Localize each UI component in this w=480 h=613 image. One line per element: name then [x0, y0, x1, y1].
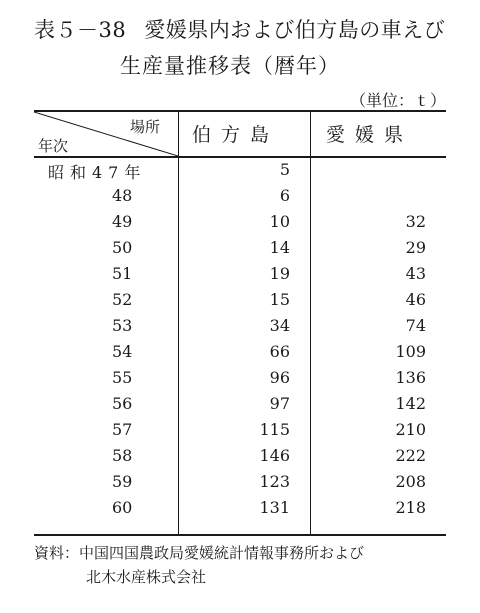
ehime-value-cell: 208	[395, 472, 426, 491]
hakata-value-cell: 10	[269, 212, 290, 231]
hakata-value-cell: 146	[259, 446, 290, 465]
table-row	[34, 186, 446, 212]
table-row	[34, 472, 446, 498]
year-cell: 55	[112, 368, 133, 387]
table-bottom-rule	[34, 534, 446, 536]
table-row	[34, 368, 446, 394]
year-cell: 54	[112, 342, 133, 361]
hakata-value-cell: 66	[269, 342, 290, 361]
year-cell: 60	[112, 498, 133, 517]
year-cell: 51	[112, 264, 133, 283]
year-cell: 59	[112, 472, 133, 491]
hakata-value-cell: 14	[269, 238, 290, 257]
hakata-value-cell: 19	[269, 264, 290, 283]
source-note	[34, 541, 364, 589]
ehime-value-cell: 43	[405, 264, 426, 283]
year-cell: 昭和47年	[48, 163, 147, 182]
data-table	[34, 110, 446, 536]
hakata-value-cell: 5	[279, 160, 290, 179]
title-text-line1: 愛媛県内および伯方島の車えび	[144, 18, 446, 42]
ehime-value-cell: 46	[405, 290, 426, 309]
ehime-value-cell: 32	[405, 212, 426, 231]
ehime-value-cell: 142	[395, 394, 426, 413]
hakata-value-cell: 115	[259, 420, 290, 439]
year-cell: 49	[112, 212, 133, 231]
unit-note: （単位：ｔ）	[349, 91, 446, 110]
hakata-value-cell: 131	[259, 498, 290, 517]
hakata-value-cell: 97	[269, 394, 290, 413]
year-cell: 56	[112, 394, 133, 413]
year-cell: 50	[112, 238, 133, 257]
table-row	[34, 446, 446, 472]
ehime-value-cell: 222	[395, 446, 426, 465]
table-row	[34, 290, 446, 316]
table-row	[34, 212, 446, 238]
table-number: 表５－38	[34, 18, 127, 42]
hakata-value-cell: 123	[259, 472, 290, 491]
table-row	[34, 342, 446, 368]
hakata-value-cell: 34	[269, 316, 290, 335]
year-cell: 57	[112, 420, 133, 439]
table-row	[34, 316, 446, 342]
table-title-line2: 生産量推移表（暦年）	[120, 54, 340, 78]
table-row	[34, 420, 446, 446]
table-row	[34, 160, 446, 186]
hakata-value-cell: 6	[279, 186, 290, 205]
header-year-label: 年次	[38, 137, 69, 155]
source-line2: 北木水産株式会社	[86, 568, 207, 586]
ehime-value-cell: 74	[405, 316, 426, 335]
ehime-value-cell: 109	[395, 342, 426, 361]
year-cell: 52	[112, 290, 133, 309]
year-cell: 58	[112, 446, 133, 465]
table-header-rule	[34, 156, 446, 158]
ehime-value-cell: 29	[405, 238, 426, 257]
table-row	[34, 498, 446, 524]
table-row	[34, 238, 446, 264]
ehime-value-cell: 136	[395, 368, 426, 387]
source-line1: 資料：中国四国農政局愛媛統計情報事務所および	[34, 544, 365, 562]
header-place-label: 場所	[130, 118, 161, 136]
hakata-value-cell: 96	[269, 368, 290, 387]
hakata-value-cell: 15	[269, 290, 290, 309]
header-col-ehime: 愛媛県	[326, 124, 414, 146]
year-cell: 53	[112, 316, 133, 335]
table-row	[34, 264, 446, 290]
ehime-value-cell: 218	[395, 498, 426, 517]
header-col-hakata: 伯方島	[192, 124, 280, 146]
table-row	[34, 394, 446, 420]
ehime-value-cell: 210	[395, 420, 426, 439]
table-title-line1	[34, 14, 445, 44]
year-cell: 48	[112, 186, 133, 205]
